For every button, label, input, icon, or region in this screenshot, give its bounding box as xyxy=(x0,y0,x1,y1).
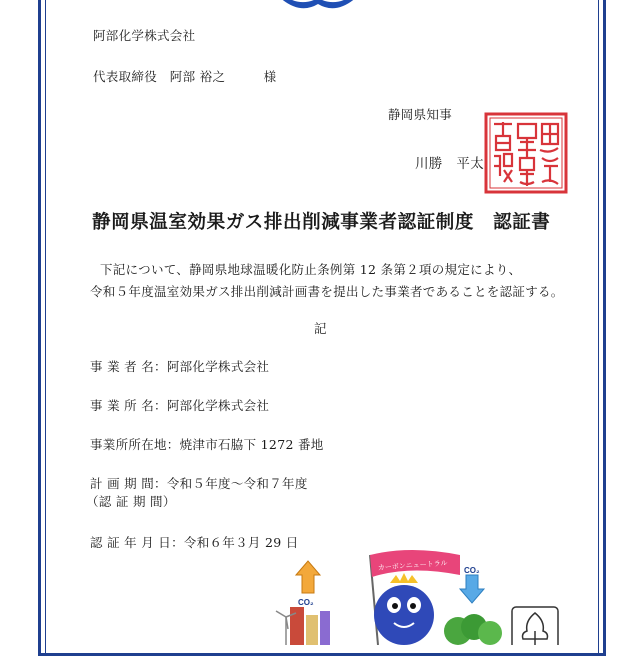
field-value: 焼津市石脇下 1272 番地 xyxy=(179,437,324,452)
trees-icon xyxy=(444,614,502,645)
field-business-name xyxy=(90,357,269,375)
issuer-office: 静岡県知事 xyxy=(388,107,453,122)
recipient-representative: 代表取締役 阿部 裕之 様 xyxy=(93,69,277,84)
shizuoka-emblem-logo xyxy=(268,0,368,20)
forest-badge-icon xyxy=(512,607,558,645)
mascot-character xyxy=(374,573,434,645)
body-line-2: 令和５年度温室効果ガス排出削減計画書を提出した事業者であることを認証する。 xyxy=(90,284,564,299)
field-label: 事 業 所 名： xyxy=(90,398,167,413)
recipient-company: 阿部化学株式会社 xyxy=(93,28,196,43)
field-office-address xyxy=(90,435,324,453)
field-certification-period xyxy=(86,492,176,510)
field-office-name xyxy=(90,396,269,414)
field-value: 令和６年３月 29 日 xyxy=(183,535,299,550)
official-seal-stamp xyxy=(484,112,568,194)
ki-heading: 記 xyxy=(314,321,327,336)
field-label: 事 業 者 名： xyxy=(90,359,167,374)
field-value: 阿部化学株式会社 xyxy=(166,398,270,413)
issuer-name: 川勝 平太 xyxy=(415,156,484,172)
field-label: 認 証 年 月 日： xyxy=(90,535,184,550)
co2-up-label: CO₂ xyxy=(298,598,314,607)
field-value: 令和５年度～令和７年度 xyxy=(166,476,308,491)
carbon-neutral-illustration xyxy=(260,545,590,645)
field-label: 計 画 期 間： xyxy=(90,476,167,491)
banner-label: カーボンニュートラル xyxy=(377,560,448,572)
certificate-title: 静岡県温室効果ガス排出削減事業者認証制度 認証書 xyxy=(92,212,551,233)
field-plan-period xyxy=(90,474,308,492)
field-value: 阿部化学株式会社 xyxy=(166,359,270,374)
body-line-1: 下記について、静岡県地球温暖化防止条例第 12 条第２項の規定により、 xyxy=(100,262,522,277)
co2-down-label: CO₂ xyxy=(464,566,480,575)
field-label: 事業所所在地： xyxy=(90,437,180,452)
field-label: （認 証 期 間） xyxy=(86,494,176,509)
